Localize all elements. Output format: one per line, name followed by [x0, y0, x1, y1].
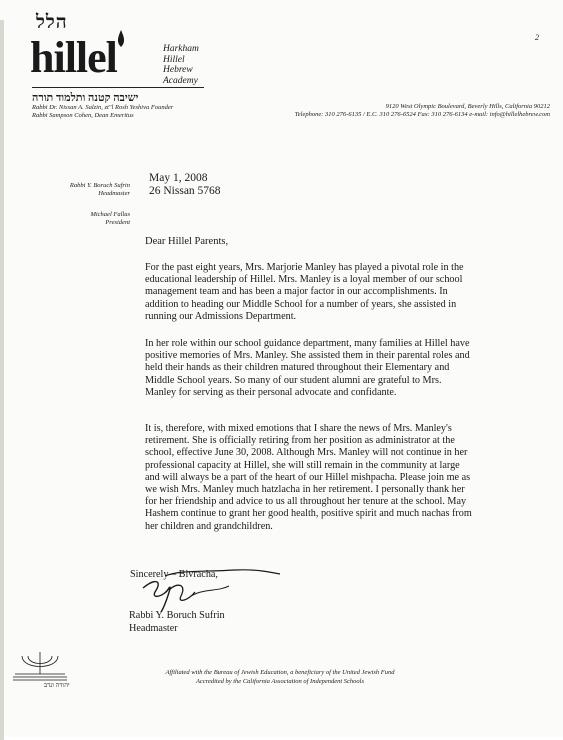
date-gregorian: May 1, 2008	[149, 172, 208, 184]
menorah-emblem-icon	[10, 648, 70, 684]
sidebar-president-name: Michael Fallas	[90, 211, 130, 218]
signer-name: Rabbi Y. Boruch Sufrin	[129, 610, 225, 621]
letter-date	[149, 172, 221, 198]
founder-block	[32, 104, 173, 120]
letter-paragraph-1: For the past eight years, Mrs. Marjorie Manley has played a pivotal role in the educational leadership of Hillel. Mrs. Manley is a loyal member of our school management team and has been a major factor in our accomplishments. In addition to heading our Middle School for a number of years, she assisted in running our Admissions Department.	[145, 262, 464, 322]
sidebar-headmaster-title: Headmaster	[98, 190, 130, 197]
contact-line: Telephone: 310 276-6135 / E.C. 310 276-6524 Fax: 310 276-6134 e-mail: info@hillelhebrew.com	[294, 111, 550, 118]
founder-line: Rabbi Dr. Nissan A. Salzin, zt"l Rosh Yeshiva Founder	[32, 104, 174, 111]
scan-edge-shadow	[0, 20, 4, 740]
school-line: Hillel	[163, 54, 185, 65]
school-line: Harkham	[163, 44, 199, 54]
school-name-block	[163, 44, 199, 86]
footer-accreditation	[130, 668, 430, 686]
school-line: Hebrew	[163, 65, 193, 75]
emblem-caption: יהודה ונדב	[44, 682, 70, 689]
letter-greeting: Dear Hillel Parents,	[145, 236, 229, 247]
hillel-logo: hillel	[30, 33, 117, 82]
hebrew-school-name: הלל	[36, 12, 68, 33]
footer-line-2: Accredited by the California Association of Independent Schools	[195, 678, 365, 685]
letter-paragraph-3: It is, therefore, with mixed emotions that I share the news of Mrs. Manley's retirement. She is officially retiring from her position as administrator at the school, effective June 30, 2008. Although Mrs. Manley will not continue in her professional capacity at Hillel, she will still remain in the community at large and will always be a part of the heart of our Hillel mishpacha. Please join me as we wish Mrs. Manley much hatzlacha in her retirement. I personally thank her for her friendship and advice to us all throughout her tenure at the school. May Hashem continue to grant her good health, positive spirit and much nachas from her children and grandchildren.	[145, 423, 472, 532]
school-line: Academy	[163, 75, 198, 86]
founder-line: Rabbi Sampson Cohen, Dean Emeritus	[32, 112, 134, 119]
corner-mark: 2	[535, 33, 539, 42]
flame-icon	[114, 28, 128, 48]
address-block	[238, 103, 550, 119]
sidebar-president	[40, 211, 130, 227]
sidebar-president-title: President	[105, 219, 130, 226]
letterhead-rule-top	[32, 87, 204, 88]
footer-line-1: Affiliated with the Bureau of Jewish Education, a beneficiary of the United Jewish Fund	[165, 669, 395, 676]
sidebar-headmaster	[40, 182, 130, 198]
hebrew-subtitle: ישיבה קטנה ותלמוד תורה	[32, 92, 139, 104]
date-hebrew: 26 Nissan 5768	[149, 185, 221, 197]
letter-closing: Sincerely – Bivracha,	[130, 569, 218, 580]
letter-paragraph-2: In her role within our school guidance department, many families at Hillel have positive memories of Mrs. Manley. She assisted them in their parental roles and held their hands as their children matured throughout their Elementary and Middle School years. So many of our student alumni are grateful to Mrs. Manley for serving as their personal advocate and confidante.	[145, 338, 470, 398]
sidebar-headmaster-name: Rabbi Y. Boruch Sufrin	[69, 182, 130, 189]
signer-block	[129, 609, 225, 635]
street-address: 9120 West Olympic Boulevard, Beverly Hills, California 90212	[385, 103, 550, 110]
signer-title: Headmaster	[129, 623, 178, 634]
